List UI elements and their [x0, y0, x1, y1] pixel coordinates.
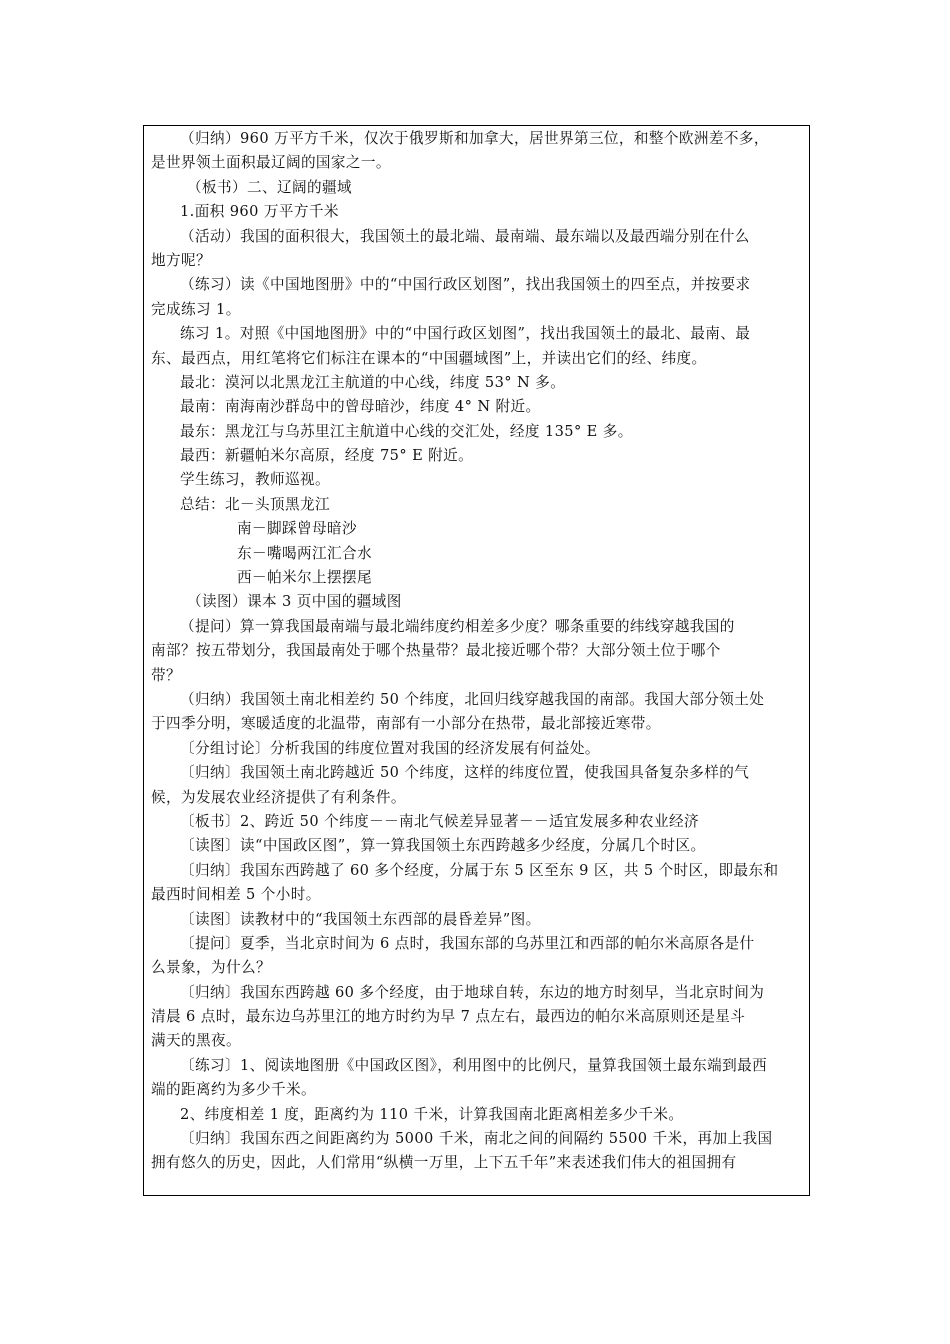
document-body: [151, 127, 805, 1176]
text-line: 〔归纳〕我国东西之间距离约为 5000 千米，南北之间的间隔约 5500 千米，再加上我国: [180, 1130, 773, 1148]
text-line: 〔练习〕1、阅读地图册《中国政区图》，利用图中的比例尺，量算我国领土最东端到最西: [180, 1056, 768, 1074]
text-line: 端的距离约为多少千米。: [151, 1081, 316, 1099]
text-line: 〔分组讨论〕分析我国的纬度位置对我国的经济发展有何益处。: [180, 739, 600, 757]
text-line: 总结：北－头顶黑龙江: [180, 495, 330, 513]
text-line: 地方呢？: [151, 251, 211, 269]
text-line: 拥有悠久的历史，因此，人们常用“纵横一万里，上下五千年”来表述我们伟大的祖国拥有: [151, 1154, 737, 1172]
text-line: 〔提问〕夏季，当北京时间为 6 点时，我国东部的乌苏里江和西部的帕尔米高原各是什: [180, 934, 755, 952]
text-line: 带？: [151, 666, 181, 684]
text-line: 2、纬度相差 1 度，距离约为 110 千米，计算我国南北距离相差多少千米。: [180, 1105, 684, 1123]
text-line: 东、最西点，用红笔将它们标注在课本的“中国疆域图”上，并读出它们的经、纬度。: [151, 349, 707, 367]
text-line: 最西时间相差 5 个小时。: [151, 886, 321, 904]
text-line: 练习 1。对照《中国地图册》中的“中国行政区划图”，找出我国领土的最北、最南、最: [180, 325, 751, 343]
text-line: 南部？按五带划分，我国最南处于哪个热量带？最北接近哪个带？大部分领土位于哪个: [151, 642, 721, 660]
text-line: （归纳）我国领土南北相差约 50 个纬度，北回归线穿越我国的南部。我国大部分领土处: [180, 690, 765, 708]
text-line: 〔归纳〕我国东西跨越了 60 多个经度，分属于东 5 区至东 9 区，共 5 个时区，即最东和: [180, 861, 779, 879]
text-line: 南－脚踩曾母暗沙: [237, 520, 357, 538]
text-line: 是世界领土面积最辽阔的国家之一。: [151, 154, 391, 172]
text-line: 〔归纳〕我国领土南北跨越近 50 个纬度，这样的纬度位置，使我国具备复杂多样的气: [180, 764, 750, 782]
text-line: 〔板书〕2、跨近 50 个纬度－－南北气候差异显著－－适宜发展多种农业经济: [180, 812, 699, 830]
text-line: 满天的黑夜。: [151, 1032, 241, 1050]
text-line: 最南：南海南沙群岛中的曾母暗沙，纬度 4° N 附近。: [180, 398, 541, 416]
text-line: 么景象，为什么？: [151, 959, 271, 977]
text-line: （归纳）960 万平方千米，仅次于俄罗斯和加拿大，居世界第三位，和整个欧洲差不多，: [180, 130, 769, 147]
text-line: 1.面积 960 万平方千米: [180, 203, 339, 221]
text-line: （练习）读《中国地图册》中的“中国行政区划图”，找出我国领土的四至点，并按要求: [180, 276, 751, 294]
text-line: 〔读图〕读“中国政区图”，算一算我国领土东西跨越多少经度，分属几个时区。: [180, 837, 706, 855]
text-line: 于四季分明，寒暖适度的北温带，南部有一小部分在热带，最北部接近寒带。: [151, 715, 661, 733]
text-line: （活动）我国的面积很大，我国领土的最北端、最南端、最东端以及最西端分别在什么: [180, 227, 750, 245]
text-line: 最西：新疆帕米尔高原，经度 75° E 附近。: [180, 447, 474, 465]
text-line: 西－帕米尔上摆摆尾: [237, 569, 372, 587]
text-line: 东－嘴喝两江汇合水: [237, 544, 372, 562]
text-line: 完成练习 1。: [151, 300, 241, 318]
text-line: 最北：漠河以北黑龙江主航道的中心线，纬度 53° N 多。: [180, 373, 566, 391]
text-line: 候，为发展农业经济提供了有利条件。: [151, 788, 406, 806]
text-line: 〔归纳〕我国东西跨越 60 多个经度，由于地球自转，东边的地方时刻早，当北京时间为: [180, 983, 765, 1001]
text-line: 学生练习，教师巡视。: [180, 471, 330, 489]
text-line: （读图）课本 3 页中国的疆域图: [187, 593, 402, 611]
text-line: （提问）算一算我国最南端与最北端纬度约相差多少度？哪条重要的纬线穿越我国的: [180, 617, 735, 635]
text-line: （板书）二、辽阔的疆域: [187, 178, 352, 196]
text-line: 清晨 6 点时，最东边乌苏里江的地方时约为早 7 点左右，最西边的帕尔米高原则还是星斗: [151, 1008, 746, 1026]
text-line: 〔读图〕读教材中的“我国领土东西部的晨昏差异”图。: [180, 910, 541, 928]
text-line: 最东：黑龙江与乌苏里江主航道中心线的交汇处，经度 135° E 多。: [180, 422, 633, 440]
